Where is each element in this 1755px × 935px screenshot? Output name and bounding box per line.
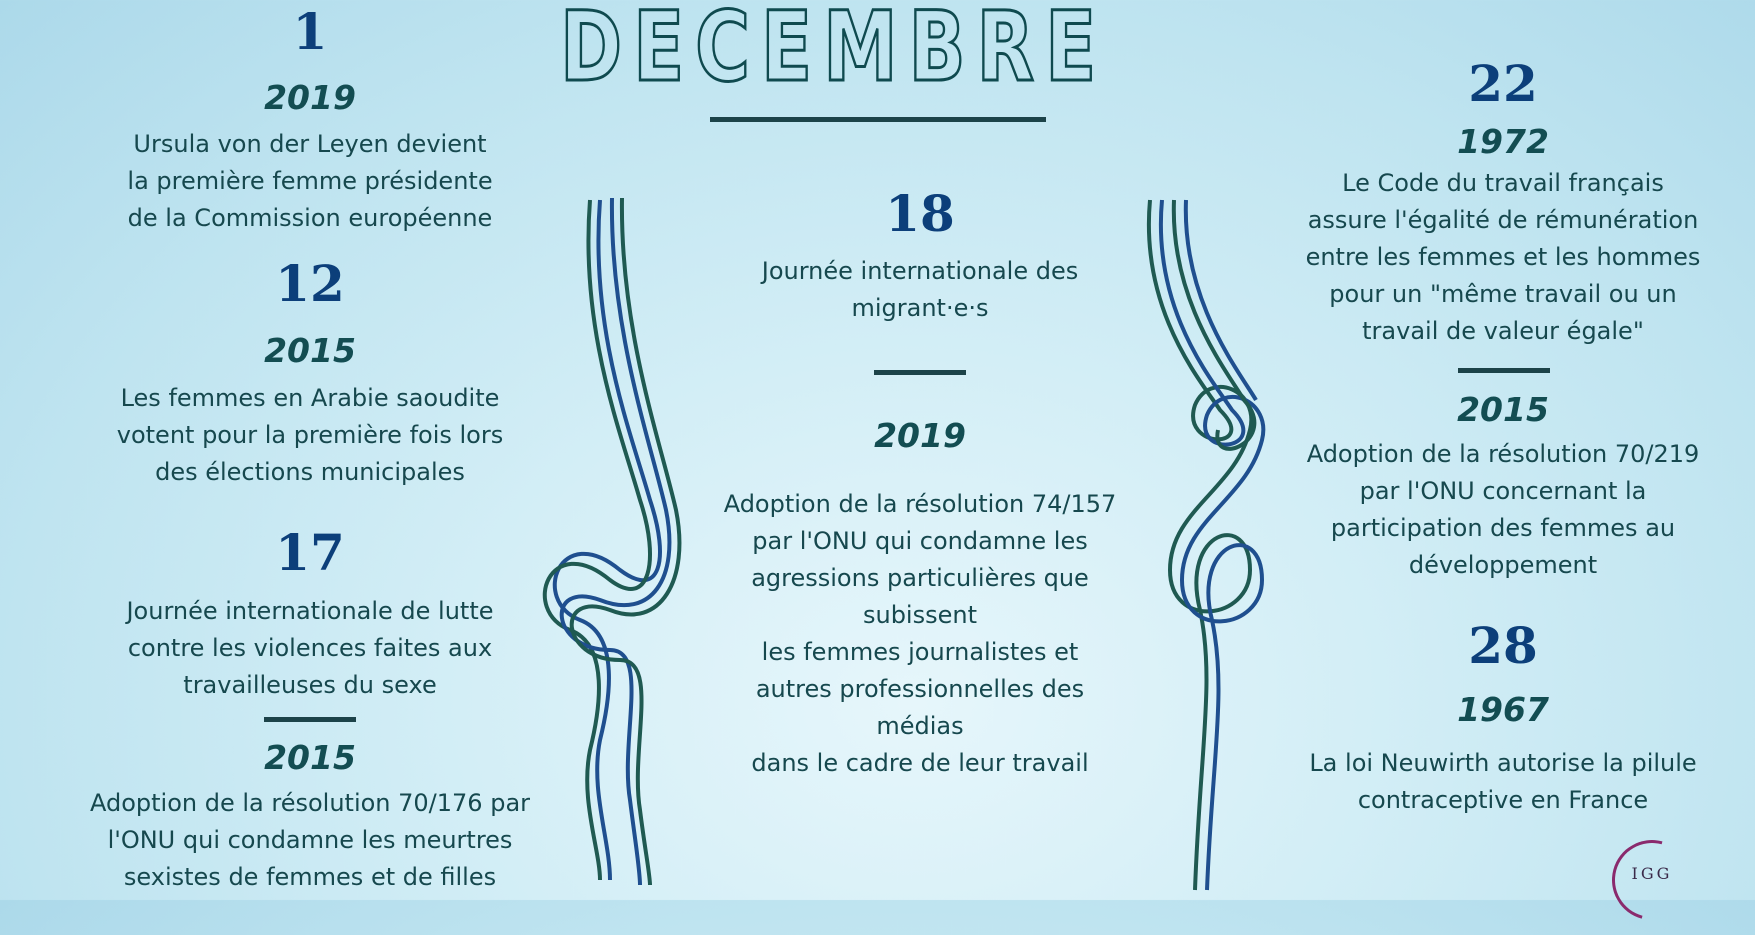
title-underline (710, 117, 1046, 122)
event-text-d18: Journée internationale des migrant·e·s (761, 257, 1079, 322)
day-18: 18 (885, 184, 955, 243)
divider-right (1458, 368, 1550, 373)
event-text-d1: Ursula von der Leyen devient la première femme présidente de la Commission européenne (127, 130, 493, 232)
year-2015-a: 2015 (264, 331, 356, 370)
day-12: 12 (275, 254, 345, 313)
divider-left (264, 717, 356, 722)
ribbon-left-decoration (540, 180, 700, 900)
ribbon-right-decoration (1140, 190, 1300, 900)
year-2015-b: 2015 (264, 738, 356, 777)
page-title: DECEMBRE (560, 0, 1108, 103)
event-text-d22-2015: Adoption de la résolution 70/219 par l'ONU concernant la participation des femmes au développement (1306, 440, 1700, 579)
day-17: 17 (275, 523, 345, 582)
year-2019-b: 2019 (874, 416, 966, 455)
event-text-d17-2015: Adoption de la résolution 70/176 par l'ONU qui condamne les meurtres sexistes de femmes et de filles (89, 789, 531, 891)
event-text-d28: La loi Neuwirth autorise la pilule contraceptive en France (1309, 749, 1697, 814)
year-1967: 1967 (1457, 690, 1549, 729)
divider-center (874, 370, 966, 375)
year-2015-c: 2015 (1457, 390, 1549, 429)
event-text-d17: Journée internationale de lutte contre les violences faites aux travailleuses du sexe (126, 597, 494, 699)
event-text-d22: Le Code du travail français assure l'égalité de rémunération entre les femmes et les hommes pour un "même travail ou un travail de valeur égale" (1305, 169, 1701, 345)
day-22: 22 (1468, 54, 1538, 113)
day-1: 1 (292, 2, 328, 61)
day-28: 28 (1468, 616, 1538, 675)
event-text-d12: Les femmes en Arabie saoudite votent pour la première fois lors des élections municipales (116, 384, 504, 486)
igg-logo-text: IGG (1631, 864, 1673, 883)
year-1972: 1972 (1457, 122, 1549, 161)
event-text-d18-2019: Adoption de la résolution 74/157 par l'ONU qui condamne les agressions particulières que subissent les femmes journalistes et autres professionnelles des médias dans le cadre de leur travail (723, 490, 1117, 777)
year-2019-a: 2019 (264, 78, 356, 117)
